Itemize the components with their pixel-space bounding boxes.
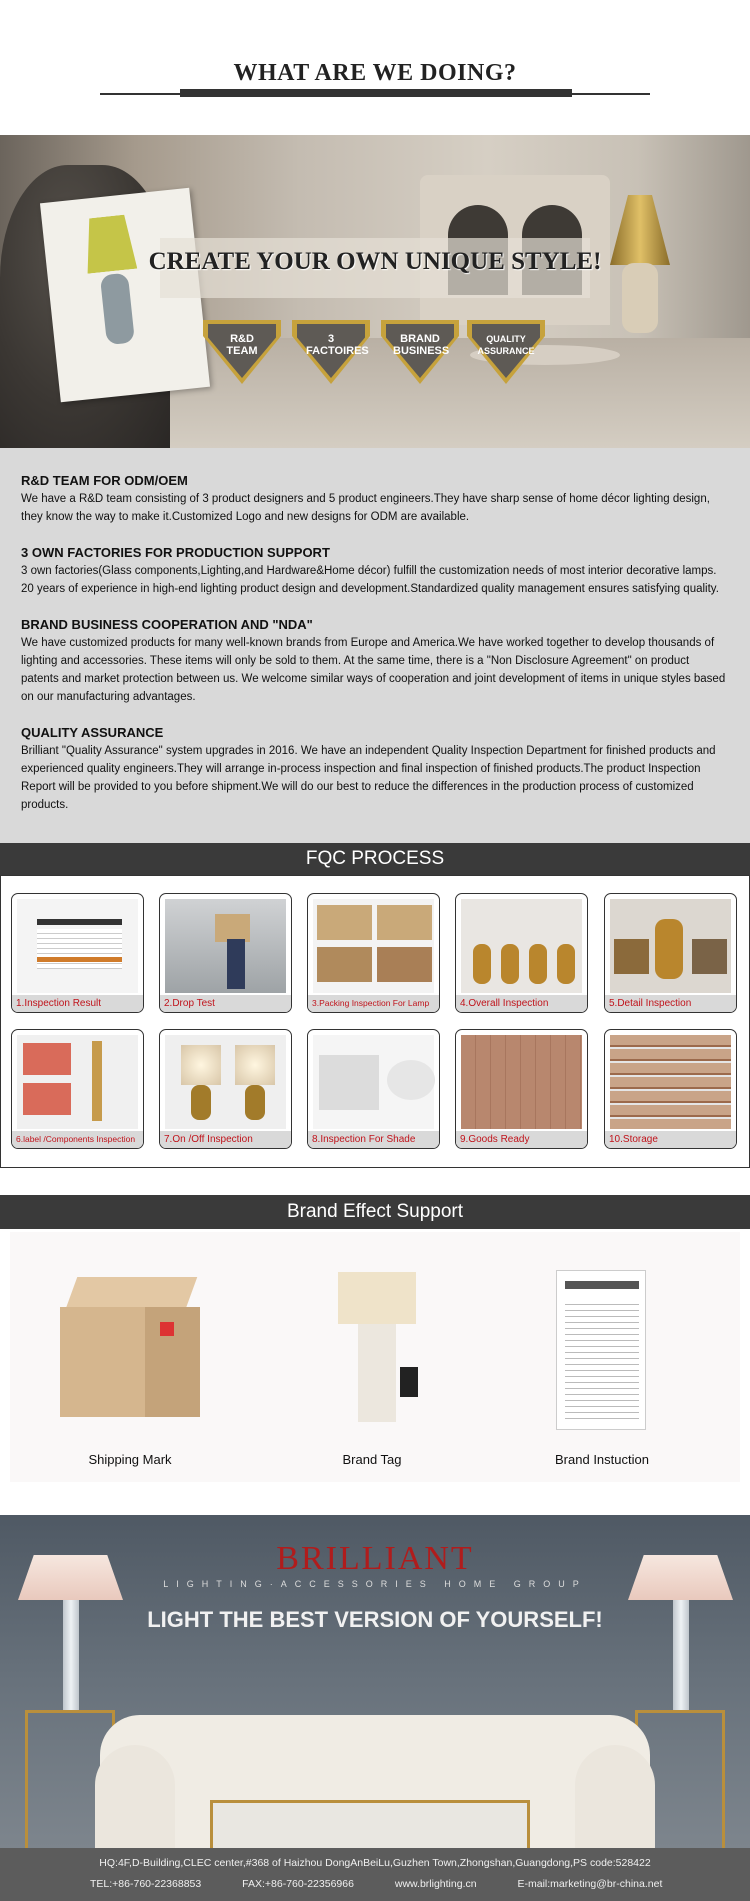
sofa-arm-left [95,1745,175,1848]
fqc-caption: 2.Drop Test [160,995,291,1012]
info-block-rd [21,473,729,526]
lamp-stem-left [63,1600,79,1710]
inspection-report-photo [17,899,138,993]
drop-test-photo [165,899,286,993]
brand-logo: BRILLIANT [276,1540,474,1577]
fqc-grid [0,875,750,1168]
info-heading: QUALITY ASSURANCE [21,725,164,740]
info-block-factories [21,545,729,598]
sofa-arm-right [575,1745,655,1848]
storage-photo [610,1035,731,1129]
fqc-card [307,893,440,1013]
section-header [0,0,750,135]
info-text: Brilliant "Quality Assurance" system upgrades in 2016. We have an independent Quality Inspection Department for finished products and experienced quality engineers.They will arrange in-process inspection and final inspection of finished products.The product Inspection Report will be provided to you before shipment.We will do our best to reduce the differences in the production process of customized products. [21,745,716,811]
hero-banner [0,135,750,448]
fqc-caption: 3.Packing Inspection For Lamp [308,995,439,1012]
fqc-card [455,893,588,1013]
fqc-section-title: FQC PROCESS [0,843,750,875]
fqc-caption: 1.Inspection Result [12,995,143,1012]
badge-quality-assurance [467,320,545,384]
capabilities-section [0,448,750,843]
shipping-box-image [60,1277,205,1432]
fqc-caption: 4.Overall Inspection [456,995,587,1012]
fqc-card [604,893,737,1013]
brand-tag-label: Brand Tag [342,1452,402,1467]
badge-label: QUALITY ASSURANCE [477,334,535,356]
info-heading: BRAND BUSINESS COOPERATION AND "NDA" [21,617,313,632]
page-title: WHAT ARE WE DOING? [233,60,517,86]
fqc-card [604,1029,737,1149]
badge-label: BRAND BUSINESS [393,333,450,357]
fqc-card [159,893,292,1013]
lamp-shade-right [628,1555,733,1600]
footer-website-link[interactable]: www.brlighting.cn [394,1878,477,1890]
fqc-caption: 10.Storage [605,1131,736,1148]
footer-address: HQ:4F,D-Building,CLEC center,#368 of Haizhou DongAnBeiLu,Guzhen Town,Zhongshan,Guangdong,PS code:528422 [99,1857,651,1869]
brand-support-panel [10,1232,740,1482]
packing-photo [313,899,434,993]
info-block-quality [21,725,729,814]
overall-inspection-photo [461,899,582,993]
fqc-caption: 7.On /Off Inspection [160,1131,291,1148]
fqc-caption: 9.Goods Ready [456,1131,587,1148]
badge-label: R&D TEAM [226,333,258,357]
shade-inspection-photo [313,1035,434,1129]
brand-logo-subtitle: LIGHTING·ACCESSORIES HOME GROUP [163,1579,587,1589]
footer-email-link[interactable]: E-mail:marketing@br-china.net [517,1878,663,1890]
fqc-caption: 8.Inspection For Shade [308,1131,439,1148]
label-inspection-photo [17,1035,138,1129]
promo-slogan: LIGHT THE BEST VERSION OF YOURSELF! [147,1607,603,1632]
lamp-shade-left [18,1555,123,1600]
sketch-lamp-body [100,273,135,346]
fqc-caption: 5.Detail Inspection [605,995,736,1012]
footer-contacts [90,1878,700,1890]
fqc-card [11,893,144,1013]
info-text: 3 own factories(Glass components,Lighting,and Hardware&Home décor) fulfill the customization needs of most interior decorative lamps. 20 years of experience in high-end lighting product design and development.Standardized quality management ensures satisfying quality. [21,565,719,595]
promo-banner [0,1515,750,1848]
fqc-caption: 6.label /Components Inspection [12,1131,143,1148]
brand-instruction-label: Brand Instuction [555,1452,649,1467]
fqc-card [11,1029,144,1149]
badge-factories [292,320,370,384]
info-text: We have customized products for many well-known brands from Europe and America.We have worked together to develop thousands of lighting and accessories. These items will only be sold to them. At the same time, there is a "Non Disclosure Agreement" on product patents and market protection between us. We welcome similar ways of cooperation and joint development of items in unique styles based on our manufacturing advantages. [21,637,726,703]
brand-support-title: Brand Effect Support [0,1195,750,1229]
badge-brand-business [381,320,459,384]
contact-footer [0,1848,750,1901]
info-heading: 3 OWN FACTORIES FOR PRODUCTION SUPPORT [21,545,330,560]
lamp-stem-right [673,1600,689,1710]
shipping-mark-label: Shipping Mark [88,1452,172,1467]
footer-tel: TEL:+86-760-22368853 [90,1878,202,1890]
hero-title: CREATE YOUR OWN UNIQUE STYLE! [148,248,602,275]
brand-instruction-image [556,1270,646,1430]
info-text: We have a R&D team consisting of 3 product designers and 5 product engineers.They have sharp sense of home décor lighting design, they know the way to make it.Customized Logo and new designs for ODM are available. [21,493,710,523]
brand-tag-image [328,1272,428,1432]
info-heading: R&D TEAM FOR ODM/OEM [21,473,188,488]
fqc-card [455,1029,588,1149]
goods-ready-photo [461,1035,582,1129]
detail-inspection-photo [610,899,731,993]
title-divider-bar [180,89,572,97]
on-off-inspection-photo [165,1035,286,1129]
footer-fax: FAX:+86-760-22356966 [242,1878,354,1890]
badge-rd-team [203,320,281,384]
info-block-nda [21,617,729,706]
fqc-card [159,1029,292,1149]
fqc-card [307,1029,440,1149]
badge-label: 3 FACTOIRES [306,333,369,357]
coffee-table [210,1800,530,1848]
